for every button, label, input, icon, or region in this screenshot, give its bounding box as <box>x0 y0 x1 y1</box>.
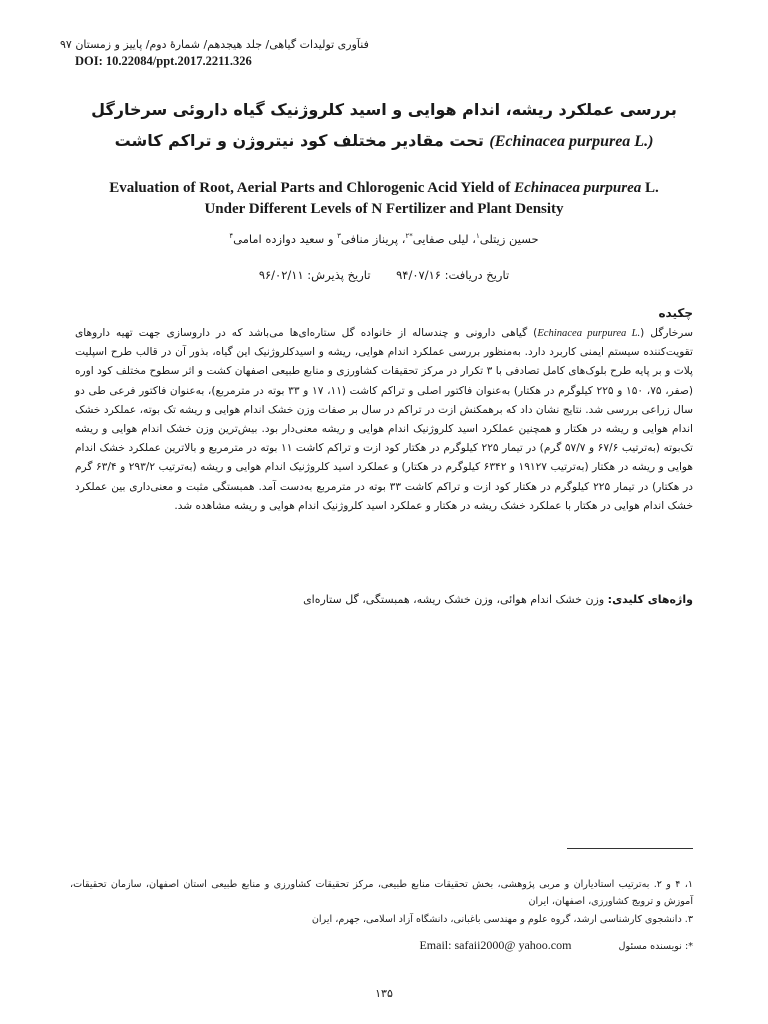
page-number: ۱۳۵ <box>375 987 393 1000</box>
article-dates <box>60 268 708 282</box>
abstract-heading: چکیده <box>658 306 693 320</box>
keywords-text: وزن خشک اندام هوائی، وزن خشک ریشه، همبستگی، گل ستاره‌ای <box>303 593 608 606</box>
author-4: و سعید دوازده امامی <box>233 232 334 246</box>
author-4-affil: ۴ <box>229 232 234 241</box>
footnote-corresponding <box>70 937 693 955</box>
abstract-body <box>75 324 693 516</box>
footnote-divider <box>567 848 693 849</box>
footnote-student: ۳. دانشجوی کارشناسی ارشد، گروه علوم و مهندسی باغبانی، دانشگاه آزاد اسلامی، جهرم، ایران <box>311 914 693 925</box>
corresponding-label: *: نویسنده مسئول <box>618 941 693 952</box>
accepted-date: تاریخ پذیرش: ۹۶/۰۲/۱۱ <box>258 268 371 282</box>
english-title-species: Echinacea purpurea <box>514 180 642 196</box>
abstract-text: ) گیاهی دارونی و چندساله از خانواده گل ستاره‌ای‌ها می‌باشد که در داروسازی جهت تهیه داروهای تقویت‌کننده سیستم ایمنی کاربرد دارد. به‌منظور بررسی عملکرد اندام هوایی، ریشه و اسیدکلروژنیک این گیاه، بذور آن در قالب طرح اسپلیت پلات و بر پایه طرح بلوک‌های کامل تصادفی با ۳ تکرار در مرکز تحقیقات کشاورزی و منابع طبیعی اصفهان کشت و اثر سطوح مختلف کود اوره (صفر، ۷۵، ۱۵۰ و ۲۲۵ کیلوگرم در هکتار) به‌عنوان فاکتور اصلی و تراکم کاشت (۱۱، ۱۷ و ۳۳ بوته در مترمربع)، به‌عنوان فاکتور فرعی طی دو سال زراعی بررسی شد. نتایج نشان داد که برهمکنش ازت در تراکم در سال بر صفات وزن خشک اندام هوایی و ریشه تک بوته، عملکرد خشک اندام هوایی و ریشه در هکتار و همچنین عملکرد اسید کلروژنیک اندام هوایی و ریشه معنی‌دار بود. بیش‌ترین وزن خشک اندام هوایی و ریشه تک‌بوته (به‌ترتیب ۶۷/۶ و ۵۷/۷ گرم) در تیمار ۲۲۵ کیلوگرم در هکتار کود ازت و تراکم کاشت ۱۱ بوته در مترمربع و بالاترین عملکرد خشک اندام هوایی و ریشه در هکتار (به‌ترتیب ۱۹۱۲۷ و ۶۳۴۲ کیلوگرم در هکتار) و عملکرد اسید کلروژنیک اندام هوایی و ریشه (به‌ترتیب ۲۹۳/۲ و ۶۳/۴ گرم در هکتار) در تیمار ۲۲۵ کیلوگرم در هکتار کود ازت و تراکم کاشت ۳۳ بوته در مترمربع به‌دست آمد. همبستگی مثبت و معنی‌داری بین عملکرد خشک اندام هوایی در هکتار با عملکرد خشک ریشه در هکتار و عملکرد اسید کلروژنیک اندام هوایی و ریشه مشاهده شد. <box>75 327 694 512</box>
corresponding-email[interactable]: Email: safaii2000@ yahoo.com <box>419 938 572 952</box>
persian-title-line2-text: تحت مقادیر مختلف کود نیتروژن و تراکم کاشت <box>114 131 490 150</box>
author-3-affil: ۳ <box>337 232 341 241</box>
author-1-affil: ۱ <box>476 232 480 241</box>
abstract-lead: سرخارگل ( <box>640 327 693 339</box>
english-title <box>60 178 708 220</box>
persian-title-line1: بررسی عملکرد ریشه، اندام هوایی و اسید کلروژنیک گیاه داروئی سرخارگل <box>91 100 677 119</box>
keywords <box>75 593 693 606</box>
journal-header: فنآوری تولیدات گیاهی/ جلد هیجدهم/ شمارهٔ دوم/ پاییز و زمستان ۹۷ <box>60 38 369 51</box>
keywords-label: واژه‌های کلیدی: <box>607 593 693 606</box>
author-2: لیلی صفایی <box>412 232 469 246</box>
author-2-affil: *۲ <box>405 232 413 241</box>
author-list: حسین زیتلی$^۱$، لیلی صفایی$^{*۲}$، پریناز منافی$^۳$ و سعید دوازده امامی$^۴$ <box>229 232 539 246</box>
english-title-line2: Under Different Levels of N Fertilizer and Plant Density <box>204 201 564 217</box>
abstract-species: Echinacea purpurea L. <box>537 328 641 339</box>
doi-link[interactable]: DOI: 10.22084/ppt.2017.2211.326 <box>75 54 252 68</box>
author-1: حسین زیتلی <box>479 232 539 246</box>
english-title-part2: L. <box>641 180 659 196</box>
persian-title <box>60 94 708 157</box>
persian-title-species: (Echinacea purpurea L.) <box>489 133 654 150</box>
footnote-affiliations: ۱، ۴ و ۲. به‌ترتیب استادیاران و مربی پژوهشی، بخش تحقیقات منابع طبیعی، مرکز تحقیقات کشاورزی و منابع طبیعی استان اصفهان، سازمان تحقیقات، آموزش و ترویج کشاورزی، اصفهان، ایران <box>70 879 693 907</box>
received-date: تاریخ دریافت: ۹۴/۰۷/۱۶ <box>396 268 510 282</box>
english-title-line1 <box>60 178 708 199</box>
english-title-part1: Evaluation of Root, Aerial Parts and Chlorogenic Acid Yield of <box>109 180 515 196</box>
persian-title-line2 <box>60 125 708 157</box>
author-3: پریناز منافی <box>340 232 399 246</box>
